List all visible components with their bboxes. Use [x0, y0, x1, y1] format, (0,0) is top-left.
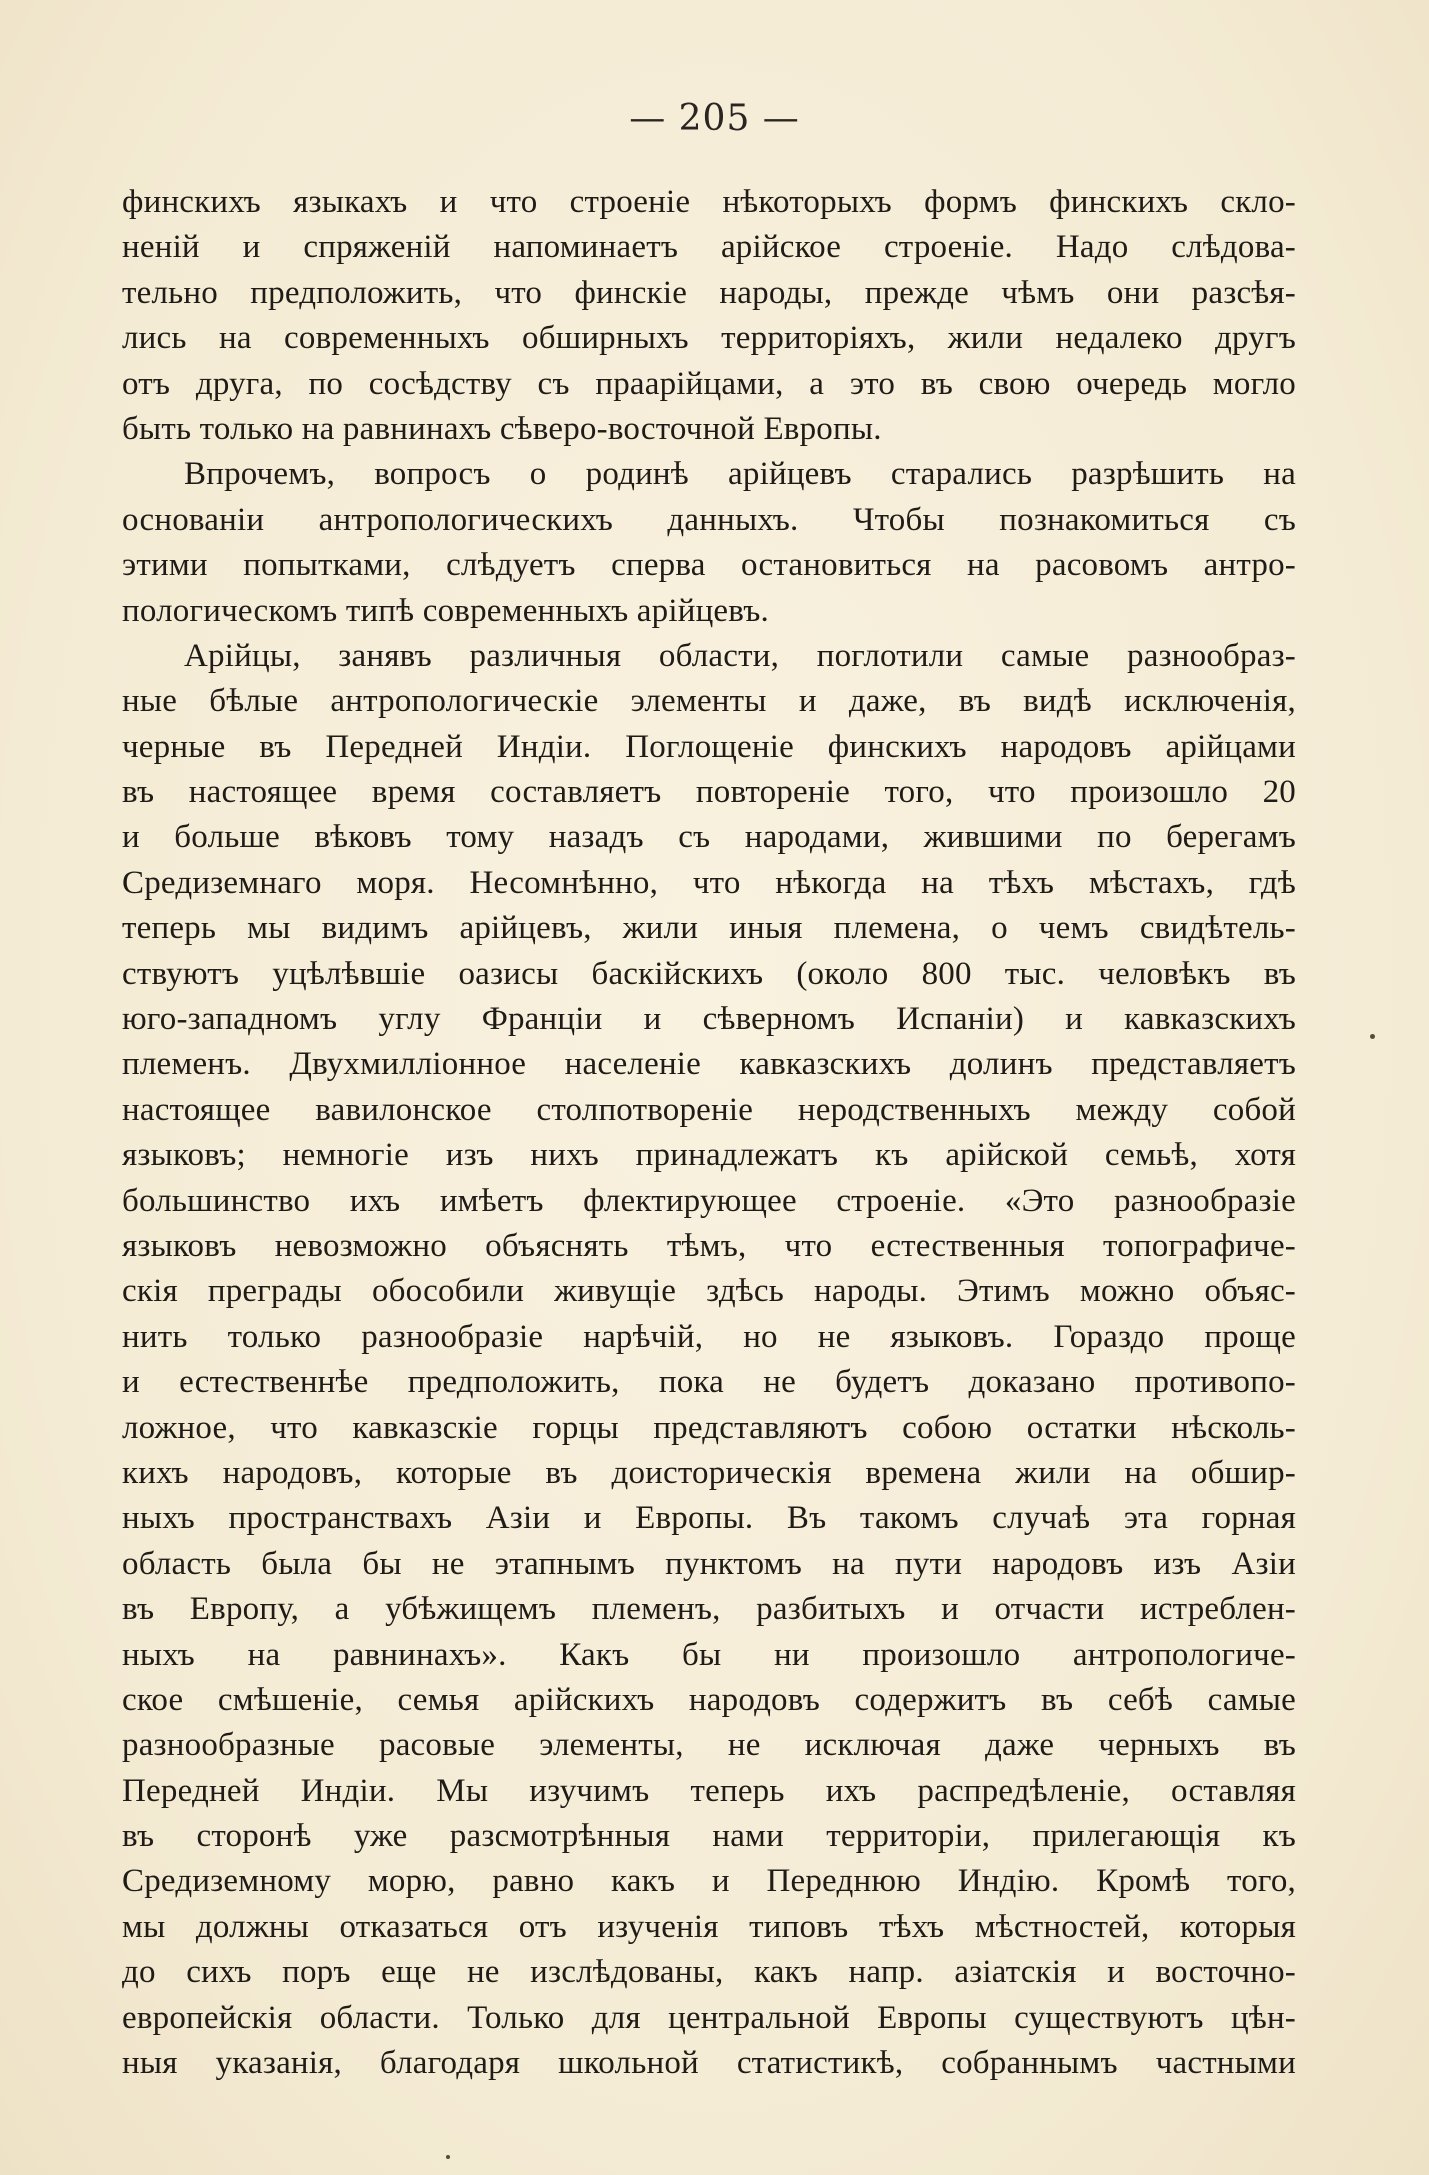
- text-line: до сихъ поръ еще не изслѣдованы, какъ напр. азіатскія и восточно-: [122, 1954, 1296, 1991]
- text-line: основаніи антропологическихъ данныхъ. Чтобы познакомиться съ: [122, 501, 1296, 538]
- body-text: [122, 180, 1296, 2086]
- text-line: и больше вѣковъ тому назадъ съ народами, жившими по берегамъ: [122, 819, 1296, 856]
- text-line: быть только на равнинахъ сѣверо-восточной Европы.: [122, 410, 882, 447]
- text-line: Арійцы, занявъ различныя области, поглотили самые разнообраз-: [184, 637, 1296, 674]
- text-line: ложное, что кавказскіе горцы представляютъ собою остатки нѣсколь-: [122, 1409, 1296, 1446]
- text-line: область была бы не этапнымъ пунктомъ на пути народовъ изъ Азіи: [122, 1545, 1296, 1582]
- text-line: Средиземному морю, равно какъ и Переднюю Индію. Кромѣ того,: [122, 1863, 1296, 1900]
- text-line: мы должны отказаться отъ изученія типовъ тѣхъ мѣстностей, которыя: [122, 1908, 1296, 1945]
- text-line: этими попытками, слѣдуетъ сперва остановиться на расовомъ антро-: [122, 547, 1296, 584]
- text-line: тельно предположить, что финскіе народы, прежде чѣмъ они разсѣя-: [122, 274, 1296, 311]
- text-line: лись на современныхъ обширныхъ территоріяхъ, жили недалеко другъ: [122, 320, 1296, 357]
- text-line: финскихъ языкахъ и что строеніе нѣкоторыхъ формъ финскихъ скло-: [122, 184, 1296, 220]
- text-line: ные бѣлые антропологическіе элементы и даже, въ видѣ исключенія,: [122, 683, 1296, 720]
- text-line: Передней Индіи. Мы изучимъ теперь ихъ распредѣленіе, оставляя: [122, 1772, 1296, 1809]
- text-line: юго-западномъ углу Франціи и сѣверномъ Испаніи) и кавказскихъ: [122, 1001, 1296, 1038]
- text-line: разнообразные расовые элементы, не исключая даже черныхъ въ: [122, 1727, 1296, 1764]
- text-line: языковъ невозможно объяснять тѣмъ, что естественныя топографиче-: [122, 1227, 1296, 1264]
- text-line: въ сторонѣ уже разсмотрѣнныя нами территоріи, прилегающія къ: [122, 1818, 1296, 1855]
- text-line: въ Европу, а убѣжищемъ племенъ, разбитыхъ и отчасти истреблен-: [122, 1591, 1296, 1628]
- text-line: Средиземнаго моря. Несомнѣнно, что нѣкогда на тѣхъ мѣстахъ, гдѣ: [122, 864, 1296, 901]
- text-line: ныхъ пространствахъ Азіи и Европы. Въ такомъ случаѣ эта горная: [122, 1500, 1296, 1537]
- text-line: языковъ; немногіе изъ нихъ принадлежатъ къ арійской семьѣ, хотя: [122, 1137, 1296, 1174]
- text-line: скія преграды обособили живущіе здѣсь народы. Этимъ можно объяс-: [122, 1273, 1296, 1310]
- text-line: и естественнѣе предположить, пока не будетъ доказано противопо-: [122, 1364, 1296, 1401]
- text-line: пологическомъ типѣ современныхъ арійцевъ.: [122, 592, 769, 629]
- text-line: ское смѣшеніе, семья арійскихъ народовъ содержитъ въ себѣ самые: [122, 1681, 1296, 1718]
- text-line: кихъ народовъ, которые въ доисторическія времена жили на обшир-: [122, 1454, 1296, 1491]
- text-line: неній и спряженій напоминаетъ арійское строеніе. Надо слѣдова-: [122, 229, 1296, 266]
- text-line: большинство ихъ имѣетъ флектирующее строеніе. «Это разнообразіе: [122, 1182, 1296, 1219]
- text-line: настоящее вавилонское столпотвореніе неродственныхъ между собой: [122, 1091, 1296, 1128]
- text-line: племенъ. Двухмилліонное населеніе кавказскихъ долинъ представляетъ: [122, 1046, 1296, 1083]
- text-line: отъ друга, по сосѣдству съ праарійцами, а это въ свою очередь могло: [122, 365, 1296, 402]
- text-line: ныхъ на равнинахъ». Какъ бы ни произошло антропологиче-: [122, 1636, 1296, 1673]
- text-line: въ настоящее время составляетъ повтореніе того, что произошло 20: [122, 774, 1296, 811]
- paper-speck: [1370, 1034, 1375, 1039]
- text-line: нить только разнообразіе нарѣчій, но не языковъ. Гораздо проще: [122, 1318, 1296, 1355]
- text-line: Впрочемъ, вопросъ о родинѣ арійцевъ старались разрѣшить на: [184, 456, 1296, 493]
- paper-speck: [446, 2155, 450, 2159]
- text-line: ныя указанія, благодаря школьной статистикѣ, собраннымъ частными: [122, 2045, 1296, 2082]
- text-line: черные въ Передней Индіи. Поглощеніе финскихъ народовъ арійцами: [122, 728, 1296, 765]
- page-number: — 205 —: [629, 98, 800, 139]
- text-line: европейскія области. Только для центральной Европы существуютъ цѣн-: [122, 1999, 1296, 2036]
- text-line: теперь мы видимъ арійцевъ, жили иныя племена, о чемъ свидѣтель-: [122, 910, 1296, 947]
- text-line: ствуютъ уцѣлѣвшіе оазисы баскійскихъ (около 800 тыс. человѣкъ въ: [122, 955, 1296, 992]
